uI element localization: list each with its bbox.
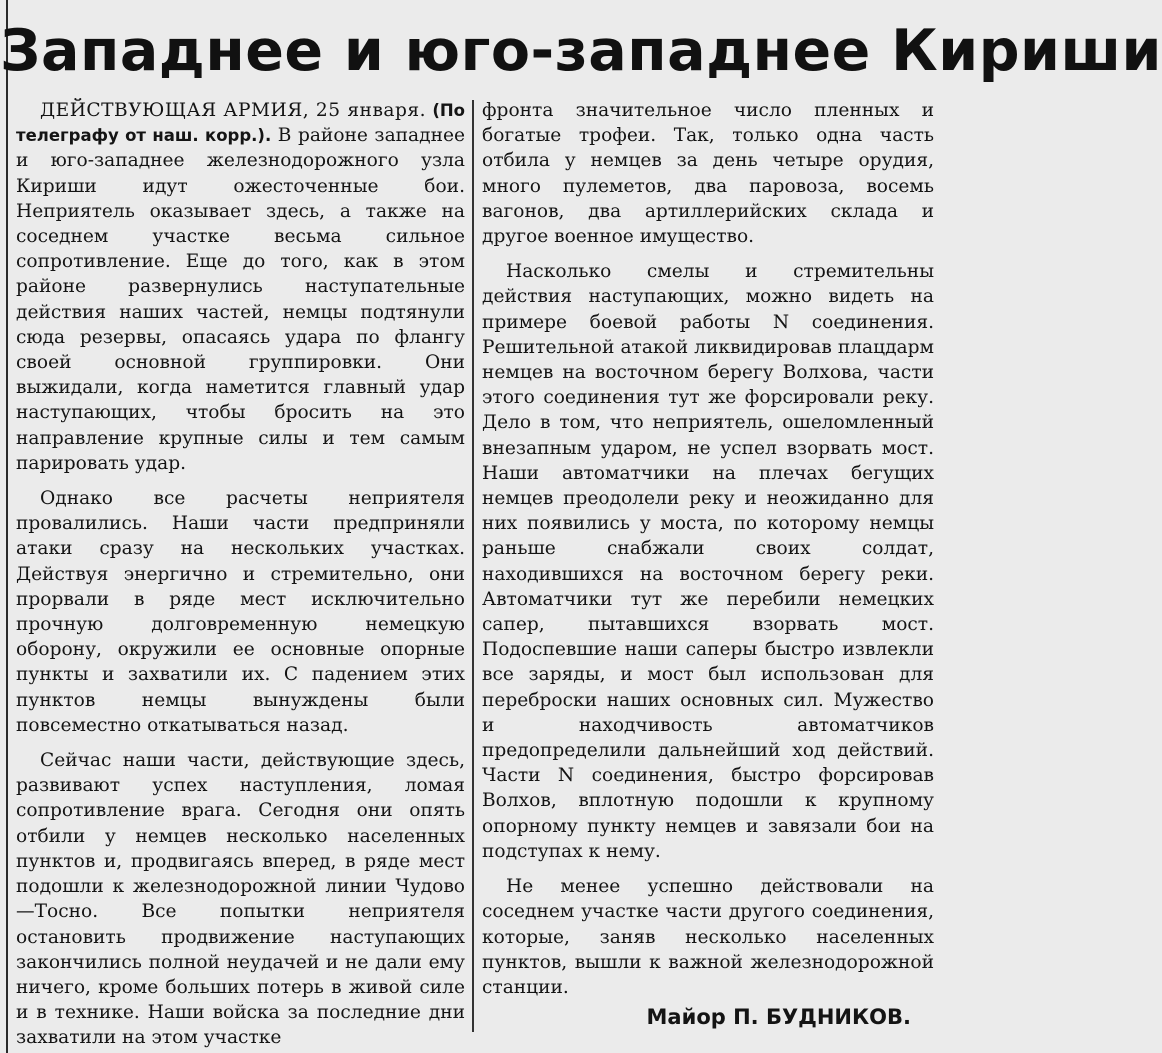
dateline: ДЕЙСТВУЮЩАЯ АРМИЯ, 25 января. (40, 100, 427, 121)
column-divider (472, 100, 474, 1032)
article-column-left (16, 98, 465, 1051)
article-paragraph: Не менее успешно действовали на соседнем участке части другого соединения, которые, заняв несколько населенных пунктов, вышли к важной железнодорожной станции. (482, 876, 934, 998)
article-paragraph (16, 98, 465, 476)
article-column-right (482, 98, 934, 1000)
author-signature: Майор П. БУДНИКОВ. (646, 1005, 911, 1029)
article-headline: Западнее и юго-западнее Кириши (0, 18, 1162, 84)
article-paragraph: фронта значительное число пленных и богатые трофеи. Так, только одна часть отбила у немцев за день четыре орудия, много пулеметов, два паровоза, восемь вагонов, два артиллерийских склада и другое военное имущество. (482, 100, 934, 248)
article-paragraph: Сейчас наши части, действующие здесь, развивают успех наступления, ломая сопротивление врага. Сегодня они опять отбили у немцев несколько населенных пунктов и, продвигаясь вперед, в ряде мест подошли к железнодорожной линии Чудово—Тосно. Все попытки неприятеля остановить продвижение наступающих закончились полной неудачей и не дали ему ничего, кроме больших потерь в живой силе и в технике. Наши войска за последние дни захватили на этом участке (16, 750, 465, 1049)
article-paragraph: Насколько смелы и стремительны действия наступающих, можно видеть на примере боевой работы N соединения. Решительной атакой ликвидировав плацдарм немцев на восточном берегу Волхова, части этого соединения тут же форсировали реку. Дело в том, что неприятель, ошеломленный внезапным ударом, не успел взорвать мост. Наши автоматчики на плечах бегущих немцев преодолели реку и неожиданно для них появились у моста, по которому немцы раньше снабжали своих солдат, находившихся на восточном берегу реки. Автоматчики тут же перебили немецких сапер, пытавшихся взорвать мост. Подоспевшие наши саперы быстро извлекли все заряды, и мост был использован для переброски наших основных сил. Мужество и находчивость автоматчиков предопределили дальнейший ход действий. Части N соединения, быстро форсировав Волхов, вплотную подошли к крупному опорному пункту немцев и завязали бои на подступах к нему. (482, 261, 934, 862)
left-edge-rule (6, 0, 8, 1053)
paragraph-text: В районе западнее и юго-западнее железнодорожного узла Кириши идут ожесточенные бои. Неприятель оказывает здесь, а также на соседнем участке весьма сильное сопротивление. Еще до того, как в этом районе развернулись наступательные действия наших частей, немцы подтянули сюда резервы, опасаясь удара по флангу своей основной группировки. Они выжидали, когда наметится главный удар наступающих, чтобы бросить на это направление крупные силы и тем самым парировать удар. (16, 125, 465, 474)
article-paragraph: Однако все расчеты неприятеля провалились. Наши части предприняли атаки сразу на нескольких участках. Действуя энергично и стремительно, они прорвали в ряде мест исключительно прочную долговременную немецкую оборону, окружили ее основные опорные пункты и захватили их. С падением этих пунктов немцы вынуждены были повсеместно откатываться назад. (16, 488, 465, 736)
source-note: (По телеграфу от наш. корр.). (16, 101, 465, 146)
